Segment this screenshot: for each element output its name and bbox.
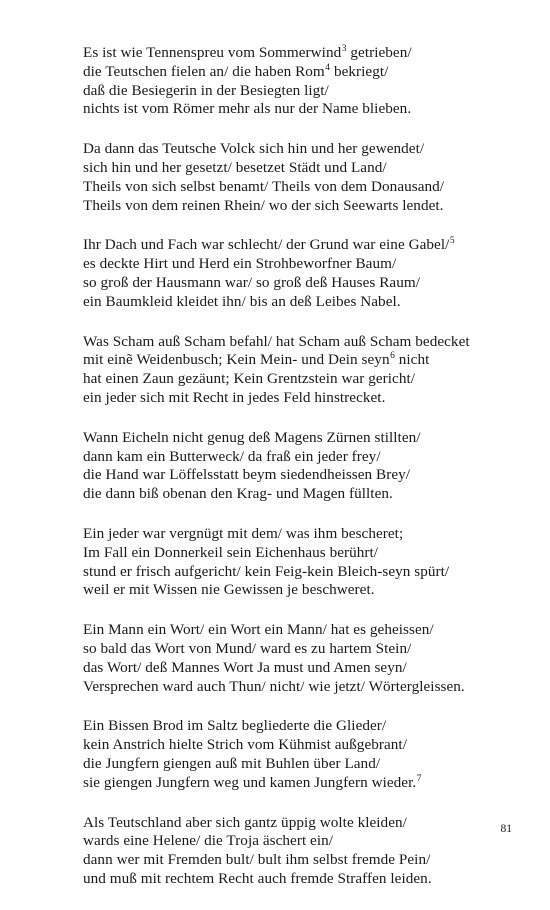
verse-text: sich hin und her gesetzt/ besetzet Städt und Land/ [83, 158, 387, 176]
verse-text: und muß mit rechtem Recht auch fremde Straffen leiden. [83, 869, 432, 887]
verse-text: Theils von dem reinen Rhein/ wo der sich Seewarts lendet. [83, 196, 444, 214]
verse-text-continued: getrieben/ [346, 44, 412, 61]
verse-text: daß die Besiegerin in der Besiegten ligt/ [83, 81, 329, 99]
verse-line [83, 774, 503, 793]
footnote-marker: 5 [449, 236, 455, 247]
verse-text: Theils von sich selbst benamt/ Theils von dem Donausand/ [83, 177, 445, 195]
verse-line [83, 717, 503, 736]
verse-text: Ein Bissen Brod im Saltz begliederte die Glieder/ [83, 717, 387, 735]
verse-line [83, 429, 503, 448]
verse-text: nichts ist vom Römer mehr als nur der Name blieben. [83, 100, 412, 118]
verse-line [83, 581, 503, 600]
verse-line [83, 870, 503, 889]
verse-line [83, 255, 503, 274]
verse-line [83, 736, 503, 755]
verse-text: die Hand war Löffelsstatt beym siedendheissen Brey/ [83, 466, 411, 484]
verse-text: Es ist wie Tennenspreu vom Sommerwind [83, 44, 342, 61]
verse-text-continued: nicht [394, 351, 430, 369]
verse-text: die dann biß obenan den Krag- und Magen füllten. [83, 485, 393, 503]
verse-line [83, 466, 503, 485]
verse-text: das Wort/ deß Mannes Wort Ja must und Amen seyn/ [83, 658, 407, 676]
verse-text: sie giengen Jungfern weg und kamen Jungfern wieder. [83, 773, 417, 791]
verse-line [83, 525, 503, 544]
verse-line [83, 236, 503, 255]
stanza [83, 236, 503, 311]
footnote-marker: 4 [325, 62, 331, 73]
verse-line [83, 678, 503, 697]
verse-line [83, 197, 503, 216]
verse-line [83, 485, 503, 504]
stanza [83, 717, 503, 792]
verse-text: Als Teutschland aber sich gantz üppig wolte kleiden/ [83, 813, 407, 831]
verse-text: weil er mit Wissen nie Gewissen je beschweret. [83, 581, 375, 599]
verse-line [83, 832, 503, 851]
verse-line [83, 659, 503, 678]
stanza [83, 429, 503, 504]
verse-text: so groß der Hausmann war/ so groß deß Hauses Raum/ [83, 273, 420, 291]
footnote-marker: 3 [341, 44, 347, 54]
verse-text: die Jungfern giengen auß mit Buhlen über Land/ [83, 754, 381, 772]
verse-line [83, 44, 503, 63]
verse-text: Ihr Dach und Fach war schlecht/ der Grund war eine Gabel/ [83, 236, 450, 254]
verse-text: Da dann das Teutsche Volck sich hin und her gewendet/ [83, 140, 425, 158]
verse-line [83, 82, 503, 101]
verse-line [83, 544, 503, 563]
verse-text: die Teutschen fielen an/ die haben Rom [83, 62, 325, 80]
verse-text: Versprechen ward auch Thun/ nicht/ wie jetzt/ Wörtergleissen. [83, 677, 465, 695]
verse-line [83, 640, 503, 659]
verse-text: dann wer mit Fremden bult/ bult ihm selbst fremde Pein/ [83, 851, 431, 869]
verse-line [83, 370, 503, 389]
verse-text: Im Fall ein Donnerkeil sein Eichenhaus berührt/ [83, 543, 379, 561]
stanza [83, 525, 503, 600]
verse-text: hat einen Zaun gezäunt; Kein Grentzstein war gericht/ [83, 370, 415, 388]
verse-line [83, 448, 503, 467]
verse-line [83, 274, 503, 293]
footnote-marker: 7 [416, 773, 422, 784]
verse-text: es deckte Hirt und Herd ein Strohbeworfner Baum/ [83, 255, 397, 273]
verse-line [83, 293, 503, 312]
verse-text: wards eine Helene/ die Troja äschert ein/ [83, 832, 334, 850]
verse-text: ein Baumkleid kleidet ihn/ bis an deß Leibes Nabel. [83, 292, 401, 310]
verse-line [83, 159, 503, 178]
page-number: 81 [500, 823, 512, 835]
verse-line [83, 178, 503, 197]
verse-text: Wann Eicheln nicht genug deß Magens Zürnen stillten/ [83, 428, 421, 446]
stanza [83, 333, 503, 408]
verse-text: ein jeder sich mit Recht in jedes Feld hinstrecket. [83, 388, 386, 406]
verse-line [83, 851, 503, 870]
verse-line [83, 755, 503, 774]
verse-line [83, 63, 503, 82]
verse-text: stund er frisch aufgericht/ kein Feig-kein Bleich-seyn spürt/ [83, 562, 450, 580]
verse-line [83, 140, 503, 159]
footnote-marker: 6 [390, 351, 395, 362]
stanza [83, 814, 503, 889]
verse-text: Was Scham auß Scham befahl/ hat Scham auß Scham bedecket [83, 332, 470, 350]
verse-line [83, 621, 503, 640]
verse-line [83, 563, 503, 582]
verse-text-continued: bekriegt/ [330, 62, 389, 80]
verse-text: Ein jeder war vergnügt mit dem/ was ihm bescheret; [83, 524, 404, 542]
verse-line [83, 333, 503, 352]
stanza [83, 44, 503, 119]
verse-line [83, 389, 503, 408]
verse-text: dann kam ein Butterweck/ da fraß ein jeder frey/ [83, 447, 381, 465]
verse-text: mit einẽ Weidenbusch; Kein Mein- und Dein seyn [83, 351, 390, 369]
verse-line [83, 100, 503, 119]
verse-text: so bald das Wort von Mund/ ward es zu hartem Stein/ [83, 639, 412, 657]
verse-line [83, 351, 503, 370]
stanza [83, 621, 503, 696]
verse-text: kein Anstrich hielte Strich vom Kühmist außgebrant/ [83, 736, 407, 754]
verse-text: Ein Mann ein Wort/ ein Wort ein Mann/ hat es geheissen/ [83, 621, 434, 639]
verse-line [83, 814, 503, 833]
stanza [83, 140, 503, 215]
poem [83, 44, 503, 910]
